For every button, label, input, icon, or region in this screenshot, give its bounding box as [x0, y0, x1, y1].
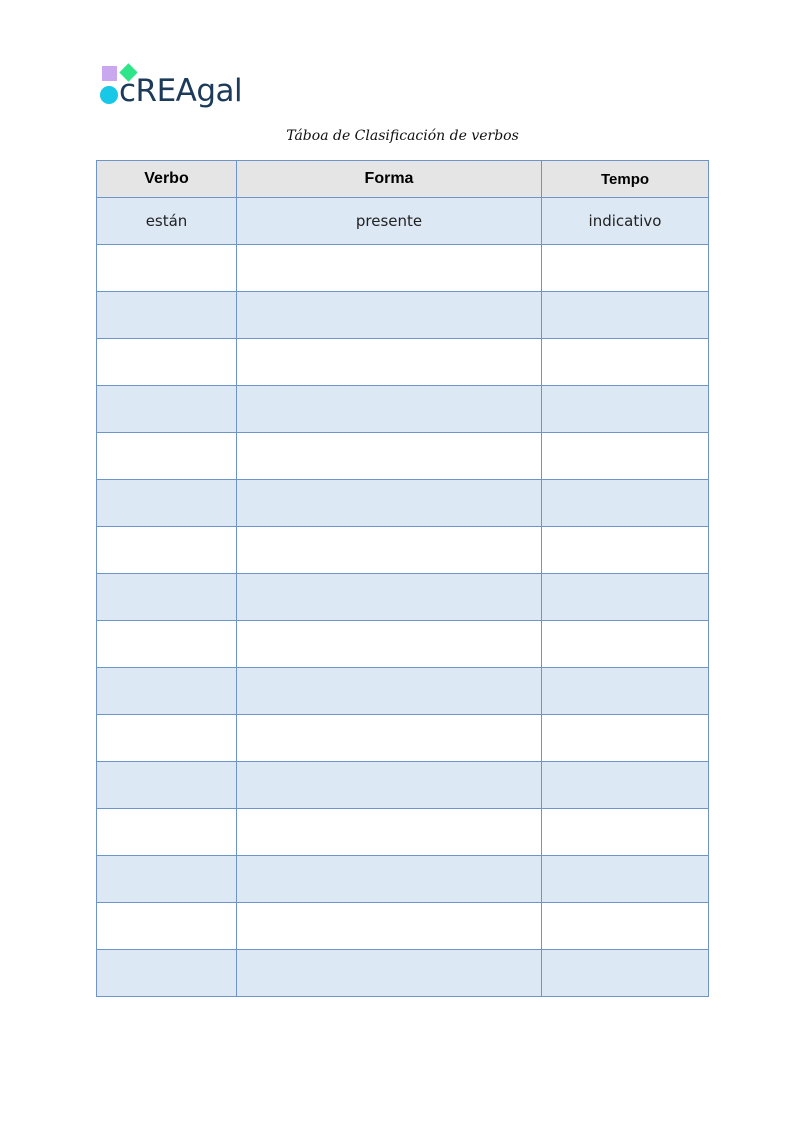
column-header-tempo: Tempo: [542, 161, 709, 198]
cell-forma[interactable]: [237, 574, 542, 621]
table-row: [97, 339, 709, 386]
cell-forma[interactable]: [237, 809, 542, 856]
cell-forma[interactable]: [237, 245, 542, 292]
table-row: [97, 856, 709, 903]
table-row: [97, 903, 709, 950]
column-header-verbo: Verbo: [97, 161, 237, 198]
cell-forma[interactable]: [237, 386, 542, 433]
logo-wordmark: cREAgal: [119, 73, 243, 109]
table-row: [97, 198, 709, 245]
cell-verbo[interactable]: [97, 245, 237, 292]
cell-tempo[interactable]: [542, 433, 709, 480]
cell-tempo[interactable]: [542, 245, 709, 292]
table-row: [97, 433, 709, 480]
cell-verbo[interactable]: [97, 762, 237, 809]
cell-forma[interactable]: [237, 856, 542, 903]
table-row: [97, 386, 709, 433]
logo-square-shape: [102, 66, 117, 81]
cell-verbo[interactable]: [97, 339, 237, 386]
table-row: [97, 527, 709, 574]
column-header-forma: Forma: [237, 161, 542, 198]
table-row: [97, 762, 709, 809]
cell-tempo[interactable]: [542, 668, 709, 715]
table-header-row: [97, 161, 709, 198]
cell-tempo[interactable]: [542, 715, 709, 762]
table-row: [97, 809, 709, 856]
cell-forma[interactable]: [237, 621, 542, 668]
cell-tempo[interactable]: [542, 339, 709, 386]
cell-tempo[interactable]: [542, 903, 709, 950]
creagal-logo: [100, 64, 260, 114]
cell-tempo[interactable]: [542, 762, 709, 809]
cell-forma[interactable]: [237, 527, 542, 574]
cell-forma[interactable]: [237, 433, 542, 480]
cell-tempo[interactable]: [542, 574, 709, 621]
document-title: Táboa de Clasificación de verbos: [286, 128, 519, 144]
table-row: [97, 621, 709, 668]
table-row: [97, 245, 709, 292]
cell-verbo[interactable]: [97, 527, 237, 574]
cell-verbo[interactable]: [97, 386, 237, 433]
cell-verbo[interactable]: [97, 856, 237, 903]
table-row: [97, 668, 709, 715]
cell-forma[interactable]: [237, 950, 542, 997]
cell-tempo[interactable]: [542, 856, 709, 903]
cell-tempo[interactable]: [542, 386, 709, 433]
table-row: [97, 950, 709, 997]
cell-verbo[interactable]: [97, 809, 237, 856]
table-row: [97, 574, 709, 621]
cell-tempo[interactable]: [542, 621, 709, 668]
cell-verbo[interactable]: [97, 715, 237, 762]
cell-tempo[interactable]: [542, 809, 709, 856]
cell-tempo[interactable]: [542, 950, 709, 997]
cell-verbo[interactable]: [97, 950, 237, 997]
cell-verbo[interactable]: [97, 903, 237, 950]
cell-forma[interactable]: presente: [237, 198, 542, 245]
cell-verbo[interactable]: [97, 292, 237, 339]
cell-forma[interactable]: [237, 339, 542, 386]
cell-forma[interactable]: [237, 292, 542, 339]
cell-tempo[interactable]: [542, 480, 709, 527]
verb-classification-table: [96, 160, 709, 997]
cell-tempo[interactable]: indicativo: [542, 198, 709, 245]
cell-forma[interactable]: [237, 715, 542, 762]
cell-verbo[interactable]: están: [97, 198, 237, 245]
logo-circle-shape: [100, 86, 118, 104]
table-row: [97, 292, 709, 339]
cell-tempo[interactable]: [542, 527, 709, 574]
cell-verbo[interactable]: [97, 433, 237, 480]
cell-verbo[interactable]: [97, 668, 237, 715]
cell-forma[interactable]: [237, 480, 542, 527]
cell-verbo[interactable]: [97, 621, 237, 668]
cell-tempo[interactable]: [542, 292, 709, 339]
cell-forma[interactable]: [237, 668, 542, 715]
table-row: [97, 715, 709, 762]
cell-forma[interactable]: [237, 762, 542, 809]
table-row: [97, 480, 709, 527]
cell-forma[interactable]: [237, 903, 542, 950]
cell-verbo[interactable]: [97, 574, 237, 621]
cell-verbo[interactable]: [97, 480, 237, 527]
